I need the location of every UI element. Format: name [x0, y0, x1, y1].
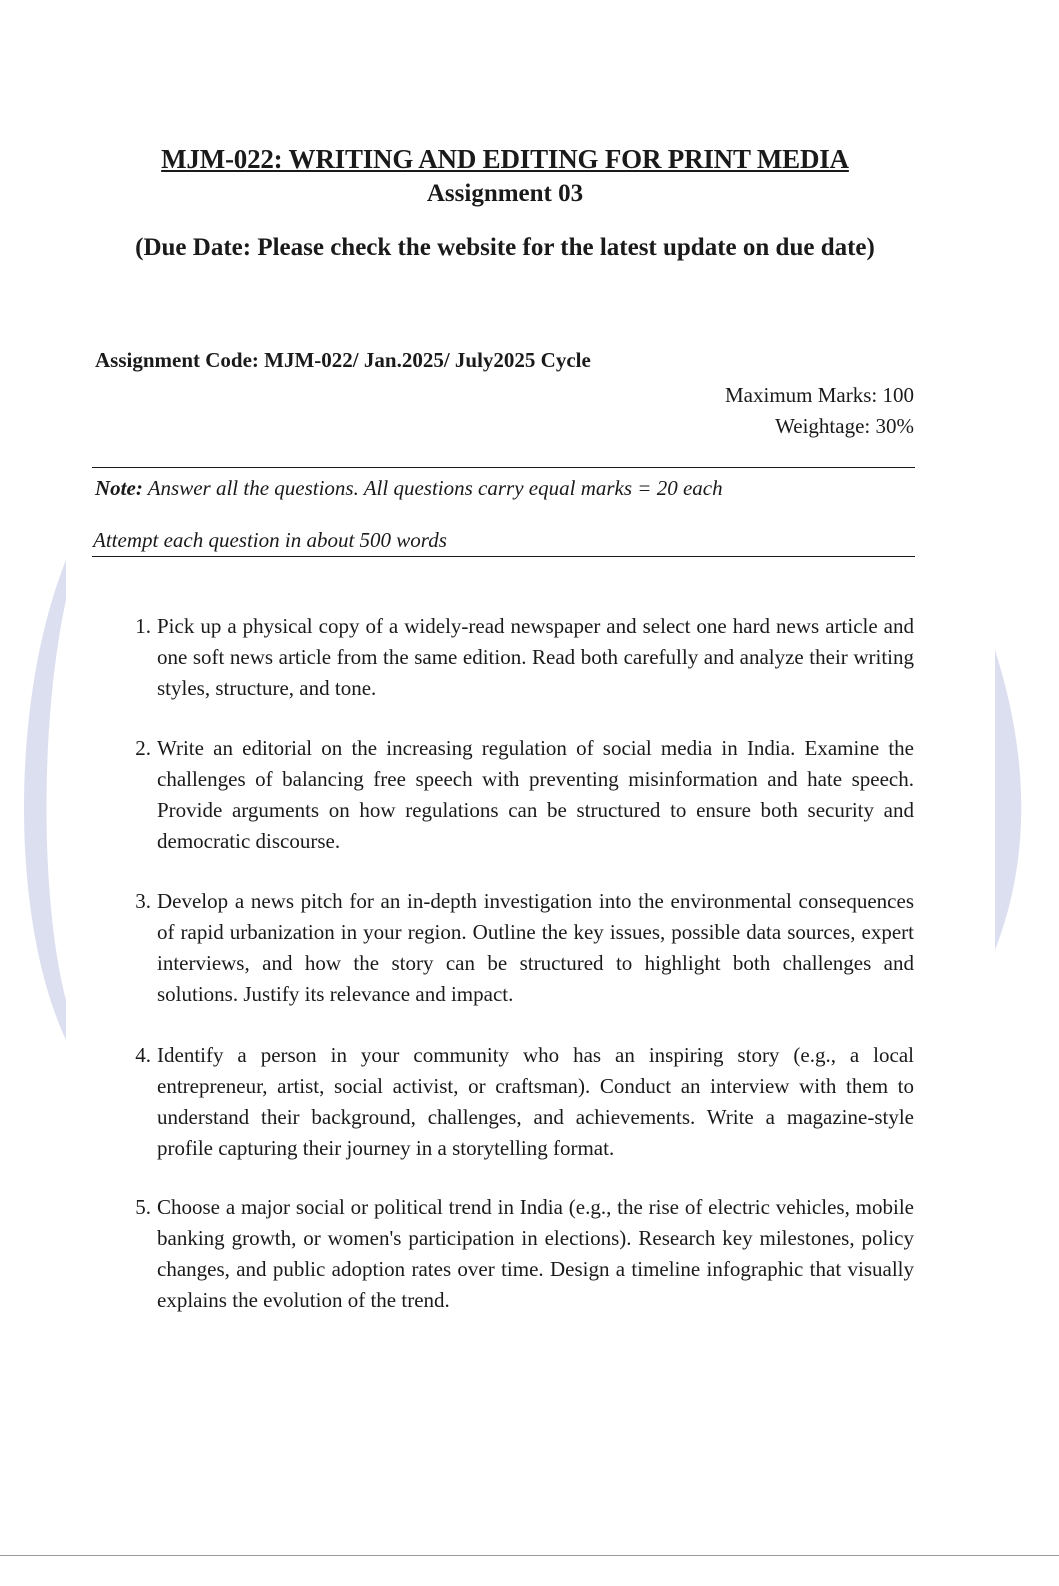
question-item	[135, 1040, 914, 1164]
question-text: Pick up a physical copy of a widely-read newspaper and select one hard news article and one soft news article from the same edition. Read both carefully and analyze their writing styles, structure, and tone.	[157, 614, 914, 700]
marks-block	[725, 380, 914, 442]
note-label: Note:	[95, 476, 143, 500]
word-limit-instruction: Attempt each question in about 500 words	[93, 528, 447, 552]
assignment-number: Assignment 03	[426, 180, 584, 207]
question-number: 5.	[135, 1195, 151, 1219]
question-text: Develop a news pitch for an in-depth investigation into the environmental consequences of rapid urbanization in your region. Outline the key issues, possible data sources, expert interviews, and how the story can be structured to highlight both challenges and solutions. Justify its relevance and impact.	[157, 889, 914, 1006]
bottom-divider	[92, 556, 915, 557]
question-item	[135, 1192, 914, 1316]
question-text: Choose a major social or political trend in India (e.g., the rise of electric vehicles, mobile banking growth, or women's participation in elections). Research key milestones, policy changes, and public adoption rates over time. Design a timeline infographic that visually explains the evolution of the trend.	[157, 1195, 914, 1312]
question-item	[135, 733, 914, 857]
maximum-marks: Maximum Marks: 100	[725, 383, 914, 407]
question-number: 1.	[135, 614, 151, 638]
course-title: MJM-022: WRITING AND EDITING FOR PRINT MEDIA	[161, 144, 849, 174]
assignment-code: Assignment Code: MJM-022/ Jan.2025/ July2025 Cycle	[95, 348, 591, 372]
note-line	[95, 476, 723, 501]
page-edge-line	[0, 1555, 1059, 1556]
question-text: Identify a person in your community who has an inspiring story (e.g., a local entrepreneur, artist, social activist, or craftsman). Conduct an interview with them to understand their background, challenges, and achievements. Write a magazine-style profile capturing their journey in a storytelling format.	[157, 1043, 914, 1160]
note-text: Answer all the questions. All questions carry equal marks = 20 each	[142, 476, 723, 500]
weightage: Weightage: 30%	[775, 414, 914, 438]
question-number: 2.	[135, 736, 151, 760]
question-text: Write an editorial on the increasing regulation of social media in India. Examine the challenges of balancing free speech with preventing misinformation and hate speech. Provide arguments on how regulations can be structured to ensure both security and democratic discourse.	[157, 736, 914, 853]
top-divider	[92, 467, 915, 468]
question-number: 3.	[135, 889, 151, 913]
due-date-notice: (Due Date: Please check the website for the latest update on due date)	[135, 234, 875, 261]
question-number: 4.	[135, 1043, 151, 1067]
question-item	[135, 611, 914, 704]
question-item	[135, 886, 914, 1010]
